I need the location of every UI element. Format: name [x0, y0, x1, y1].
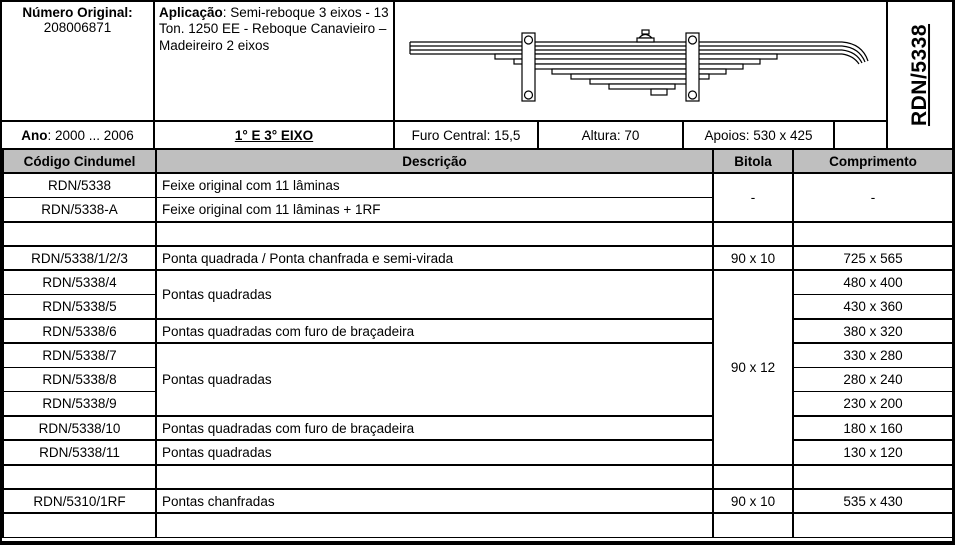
desc-cell: Pontas chanfradas — [156, 489, 713, 513]
code-cell: RDN/5338/9 — [3, 392, 156, 416]
empty-cell — [3, 465, 156, 489]
aplicacao-text: : Semi-reboque 3 eixos - 13 Ton. 1250 EE - Reboque Canavieiro – Madeireiro 2 eixos — [159, 5, 389, 53]
col-header-codigo: Código Cindumel — [3, 149, 156, 173]
code-cell: RDN/5338 — [3, 173, 156, 197]
clamp-right — [686, 33, 699, 101]
table-row — [3, 343, 953, 367]
col-header-comprimento: Comprimento — [793, 149, 953, 173]
table-row — [3, 319, 953, 343]
table-row — [3, 416, 953, 440]
comprimento-cell: 280 x 240 — [793, 368, 953, 392]
empty-cell — [793, 513, 953, 537]
numero-original-value: 208006871 — [43, 20, 112, 35]
empty-cell — [3, 513, 156, 537]
code-cell: RDN/5338/10 — [3, 416, 156, 440]
spec-table — [2, 148, 954, 538]
code-cell: RDN/5338/6 — [3, 319, 156, 343]
furo-central-cell: Furo Central: 15,5 — [395, 122, 539, 148]
table-row — [3, 173, 953, 197]
code-cell: RDN/5338/11 — [3, 440, 156, 464]
col-header-descricao: Descrição — [156, 149, 713, 173]
bitola-cell: 90 x 12 — [713, 270, 793, 464]
center-bolt — [637, 30, 654, 42]
spacer-row — [3, 465, 953, 489]
empty-cell — [156, 465, 713, 489]
comprimento-cell: 725 x 565 — [793, 246, 953, 270]
numero-original-label: Número Original: — [22, 5, 133, 20]
code-cell: RDN/5338/5 — [3, 295, 156, 319]
apoios-cell: Apoios: 530 x 425 — [684, 122, 835, 148]
part-code-cell — [886, 2, 952, 148]
code-cell: RDN/5338-A — [3, 198, 156, 222]
table-header-row — [3, 149, 953, 173]
comprimento-cell: 480 x 400 — [793, 270, 953, 294]
eixo-value: 1° E 3° EIXO — [234, 127, 314, 143]
comprimento-cell: 535 x 430 — [793, 489, 953, 513]
empty-cell — [793, 222, 953, 246]
comprimento-cell: 230 x 200 — [793, 392, 953, 416]
empty-cell — [793, 465, 953, 489]
bitola-cell: - — [713, 173, 793, 222]
bitola-cell: 90 x 10 — [713, 489, 793, 513]
empty-cell — [3, 222, 156, 246]
comprimento-cell: 180 x 160 — [793, 416, 953, 440]
col-header-bitola: Bitola — [713, 149, 793, 173]
table-row — [3, 270, 953, 294]
header-block — [2, 2, 952, 148]
comprimento-cell: 130 x 120 — [793, 440, 953, 464]
code-cell: RDN/5338/1/2/3 — [3, 246, 156, 270]
altura-cell: Altura: 70 — [539, 122, 684, 148]
ano-label: Ano — [21, 127, 48, 143]
comprimento-cell: - — [793, 173, 953, 222]
desc-cell: Pontas quadradas — [156, 440, 713, 464]
spacer-row — [3, 222, 953, 246]
spacer-row — [3, 513, 953, 537]
bitola-cell: 90 x 10 — [713, 246, 793, 270]
numero-original-cell — [2, 2, 155, 122]
table-row — [3, 246, 953, 270]
desc-cell: Pontas quadradas — [156, 343, 713, 416]
desc-cell: Pontas quadradas com furo de braçadeira — [156, 319, 713, 343]
code-cell: RDN/5338/7 — [3, 343, 156, 367]
table-row — [3, 489, 953, 513]
comprimento-cell: 380 x 320 — [793, 319, 953, 343]
empty-cell — [713, 513, 793, 537]
leaf-spring-diagram — [395, 2, 886, 122]
desc-cell: Feixe original com 11 lâminas — [156, 173, 713, 197]
ano-value: : 2000 ... 2006 — [47, 127, 134, 143]
part-code-vertical-label: RDN/5338 — [908, 23, 931, 127]
desc-cell: Pontas quadradas com furo de braçadeira — [156, 416, 713, 440]
comprimento-cell: 330 x 280 — [793, 343, 953, 367]
clamp-left — [522, 33, 535, 101]
table-row — [3, 440, 953, 464]
aplicacao-cell — [155, 2, 395, 122]
empty-cell — [713, 222, 793, 246]
empty-cell — [156, 513, 713, 537]
ano-cell — [2, 122, 155, 148]
empty-cell — [156, 222, 713, 246]
comprimento-cell: 430 x 360 — [793, 295, 953, 319]
code-cell: RDN/5310/1RF — [3, 489, 156, 513]
code-cell: RDN/5338/4 — [3, 270, 156, 294]
desc-cell: Feixe original com 11 lâminas + 1RF — [156, 198, 713, 222]
eixo-cell — [155, 122, 395, 148]
desc-cell: Pontas quadradas — [156, 270, 713, 319]
code-cell: RDN/5338/8 — [3, 368, 156, 392]
empty-cell — [713, 465, 793, 489]
desc-cell: Ponta quadrada / Ponta chanfrada e semi-virada — [156, 246, 713, 270]
aplicacao-label: Aplicação — [159, 5, 223, 20]
blank-cell — [835, 122, 886, 148]
